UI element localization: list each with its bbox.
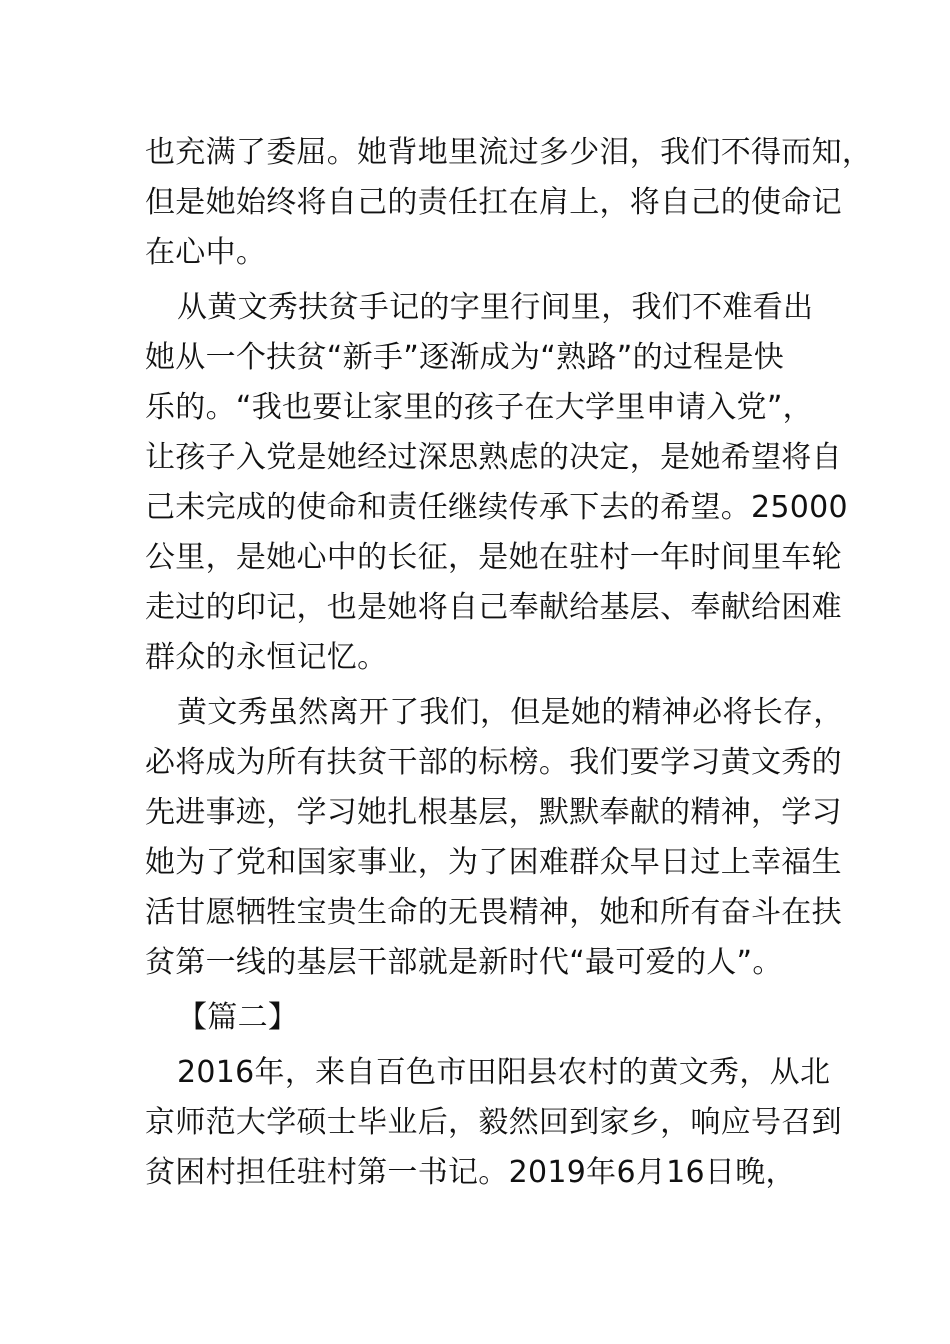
text-line: 从黄文秀扶贫手记的字里行间里，我们不难看出 [177, 290, 814, 325]
section-heading: 【篇二】 [177, 1000, 299, 1035]
text-line: 群众的永恒记忆。 [145, 640, 388, 675]
text-line: 乐的。“我也要让家里的孩子在大学里申请入党”， [145, 390, 813, 425]
text-line: 京师范大学硕士毕业后，毅然回到家乡，响应号召到 [145, 1105, 842, 1140]
text-line: 她从一个扶贫“新手”逐渐成为“熟路”的过程是快 [145, 340, 785, 375]
text-line: 贫困村担任驻村第一书记。2019年6月16日晚， [145, 1155, 796, 1190]
document-body [145, 128, 873, 1198]
text-line: 贫第一线的基层干部就是新时代“最可爱的人”。 [145, 945, 783, 980]
text-line: 也充满了委屈。她背地里流过多少泪，我们不得而知， [145, 135, 873, 170]
text-line: 在心中。 [145, 235, 267, 270]
text-line: 先进事迹，学习她扎根基层，默默奉献的精神，学习 [145, 795, 842, 830]
text-line: 活甘愿牺牲宝贵生命的无畏精神，她和所有奋斗在扶 [145, 895, 842, 930]
text-line: 2016年，来自百色市田阳县农村的黄文秀，从北 [177, 1055, 831, 1090]
text-line: 公里，是她心中的长征，是她在驻村一年时间里车轮 [145, 540, 842, 575]
text-line: 她为了党和国家事业，为了困难群众早日过上幸福生 [145, 845, 842, 880]
text-line: 必将成为所有扶贫干部的标榜。我们要学习黄文秀的 [145, 745, 842, 780]
text-line: 己未完成的使命和责任继续传承下去的希望。25000 [145, 490, 848, 525]
text-line: 让孩子入党是她经过深思熟虑的决定，是她希望将自 [145, 440, 842, 475]
text-line: 黄文秀虽然离开了我们，但是她的精神必将长存， [177, 695, 844, 730]
text-line: 走过的印记，也是她将自己奉献给基层、奉献给困难 [145, 590, 842, 625]
text-line: 但是她始终将自己的责任扛在肩上，将自己的使命记 [145, 185, 842, 220]
